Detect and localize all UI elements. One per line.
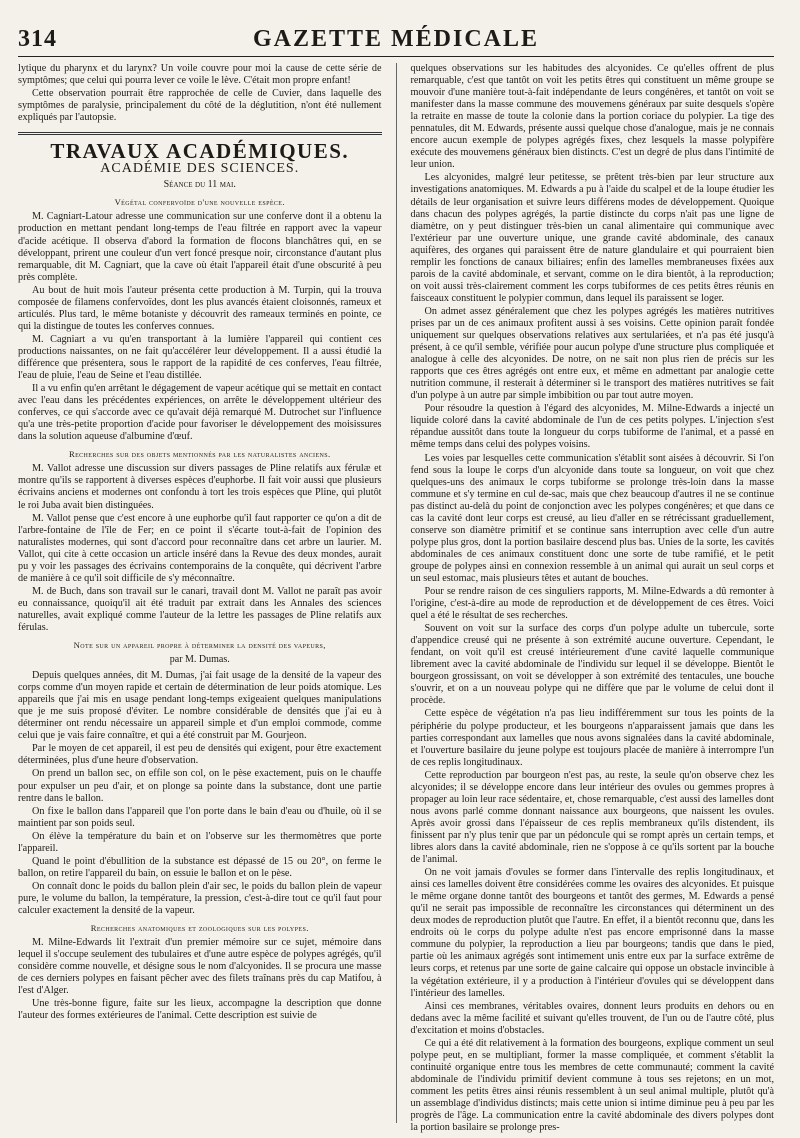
- paragraph: M. Milne-Edwards lit l'extrait d'un premier mémoire sur ce sujet, mémoire dans lequel il s'occupe seulement des tubulaires et d'une autre espèce de polypes agrégés, qu'il considère comme nouvelle, et désigne sous le nom d'alcyonides. Il se procura une masse de ces derniers polypes en faisant pêcher avec des filets traînans près du cap Matifou, à l'est d'Alger.: [18, 937, 382, 997]
- article-heading: Végétal confervoïde d'une nouvelle espèce.: [114, 197, 285, 208]
- paragraph: On connaît donc le poids du ballon plein d'air sec, le poids du ballon plein de vapeur pure, le volume du ballon, la température, la pression, c'est-à-dire tout ce qu'il faut pour calculer exactement la densité de la vapeur.: [18, 880, 382, 916]
- paragraph: lytique du pharynx et du larynx? Un voile couvre pour moi la cause de cette série de symptômes; que celui qui pourra lever ce voile le lève. C'était mon propre enfant!: [18, 63, 382, 87]
- paragraph: Quand le point d'ébullition de la substance est dépassé de 15 ou 20°, on ferme le ballon, on retire l'appareil du bain, on essuie le ballon et on le pèse.: [18, 855, 382, 879]
- paragraph: Cette espèce de végétation n'a pas lieu indifféremment sur tous les points de la périphérie du polype producteur, et les bourgeons n'apparaissent jamais que dans les parties correspondant aux lamelles que nous avons signalées dans la cavité abdominale, et l'ouverture basilaire du jeune polype est toujours placée de manière à interrompre l'un de ces replis longitudinaux.: [410, 708, 774, 768]
- paragraph: M. Vallot adresse une discussion sur divers passages de Pline relatifs aux férulæ et montre qu'ils se rapportent à diverses espèces d'euphorbe. Il fait voir aussi que plusieurs écrivains anciens et modernes ont confondu à tort les trois espèces que Pline, qui plutôt le roi Juba avait bien distinguées.: [18, 463, 382, 511]
- paragraph: Les alcyonides, malgré leur petitesse, se prêtent très-bien par leur structure aux investigations anatomiques. M. Edwards a pu à l'aide du scalpel et de la loupe étudier les détails de leur organisation et suivre leurs différens modes de développement. Quoique dans chacun des polypes agrégés, la partie distincte du corps n'ait pas une ligne de diamètre, on y peut distinguer très-bien un canal alimentaire qui communique avec l'extérieur par une ouverture unique, une grande cavité abdominale, des canaux aquifères, des organes qui paraissent être de nature glandulaire et qui pourraient bien remplir les fonctions de canaux biliaires; enfin des lamelles membraneuses fixées aux parois de la cavité abdominale, et servant, comme on le dira bientôt, à la reproduction; on voit aussi très-clairement comment les corps tubiformes de ces petits êtres réunis en faisceaux constituent le polypier commun, dans lequel ils paraissent se loger.: [410, 172, 774, 304]
- columns: [18, 63, 774, 1134]
- section-title: TRAVAUX ACADÉMIQUES.: [50, 139, 350, 164]
- page-number: 314: [18, 26, 57, 52]
- paragraph: Cette observation pourrait être rapprochée de celle de Cuvier, dans laquelle des symptômes de paralysie, principalement du côté de la déglutition, n'ont été nullement expliqués par l'autopsie.: [18, 88, 382, 124]
- article-author: par M. Dumas.: [169, 654, 230, 666]
- article-heading: Recherches sur des objets mentionnés par les naturalistes anciens.: [68, 449, 331, 460]
- paragraph: Ainsi ces membranes, véritables ovaires, donnent leurs produits en dehors ou en dedans avec la même facilité et suivant qu'elles trouvent, de l'un ou de l'autre côté, plus d'excitation et moins d'obstacles.: [410, 1000, 774, 1036]
- article-heading: Note sur un appareil propre à déterminer la densité des vapeurs,: [73, 640, 326, 651]
- paragraph: M. Cagniart-Latour adresse une communication sur une conferve dont il a obtenu la production en mettant pendant long-temps de l'eau filtrée en rapport avec la vapeur d'acide acétique. Il observa d'abord la formation de flocons blanchâtres qui, en se développant, prirent une couleur d'un vert foncé presque noir, circonstance d'autant plus remarquable, dit M. Cagniart, que la cave où était l'appareil était d'une obscurité à peu près complète.: [18, 211, 382, 283]
- paragraph: On prend un ballon sec, on effile son col, on le pèse exactement, puis on le chauffe pour expulser un peu d'air, et on plonge sa pointe dans la substance, dont une partie rentre dans le ballon.: [18, 768, 382, 804]
- column-rule: [396, 63, 397, 1123]
- paragraph: Les voies par lesquelles cette communication s'établit sont aisées à découvrir. Si l'on fend sous la loupe le corps d'un alcyonide dans toute sa longueur, on voit que chez quelques-uns des animaux le corps tubiforme se prolonge très-loin dans la masse commune et s'y termine en cul de-sac, mais que chez beaucoup d'autres il ne se continue pas distinct au-delà du point de conjonction avec les polypes congénères; et que dans ce cas la cavité dont leur corps est creusé, au lieu d'aller en se rétrécissant graduellement, conserve son diamètre primitif et se continue sans interruption avec celle d'un autre polype plus gros, dont la portion basilaire descend plus bas. Unies de la sorte, les cavités abdominales de ces animaux constituent donc une sorte de tube ramifié, et le petit groupe de polypes ainsi en connexion ressemble à un animal qui aurait un seul corps et un seul estomac, mais plusieurs têtes et autant de bouches.: [410, 452, 774, 584]
- paragraph: Depuis quelques années, dit M. Dumas, j'ai fait usage de la densité de la vapeur des corps comme d'un moyen rapide et certain de détermination de leur poids atomique. Les appareils que j'ai mis en usage pendant long-temps exigeaient quelques manipulations que je me suis proposé d'éviter. Le nombre considérable de densités que j'ai eu à déterminer ont rendu nécessaire un appareil simple et d'un emploi commode, comme celui que je vais faire connaître, et qui a été construit par M. Gourjeon.: [18, 670, 382, 742]
- right-column: [410, 63, 775, 1134]
- paragraph: M. Vallot pense que c'est encore à une euphorbe qu'il faut rapporter ce qu'on a dit de l'arbre-fontaine de l'île de Fer; en ce point il s'écarte tout-à-fait de l'opinion des naturalistes modernes, qui sont d'accord pour reconnaître dans cet arbre un laurier. M. Vallot, qui cite à cette occasion un article inséré dans la Revue des deux mondes, aurait pu y voir les passages des écrivains contemporains de la conquête, qui décrivent l'arbre de manière à ce qu'il soit difficile de s'y méconnaître.: [18, 512, 382, 584]
- academy-title: ACADÉMIE DES SCIENCES.: [100, 161, 300, 177]
- journal-title: GAZETTE MÉDICALE: [252, 26, 540, 52]
- article-heading: Recherches anatomiques et zoologiques sur les polypes.: [90, 923, 309, 934]
- paragraph: On admet assez généralement que chez les polypes agrégés les matières nutritives prises par un de ces animaux profitent aussi à ses voisins. Cette opinion paraît fondée uniquement sur quelques observations relatives aux sertulariées, et n'a pas été jusqu'à présent, à ce qu'il semble, vérifiée pour aucun polype d'une structure plus compliquée et analogue à celle des alcyonides. De notre, on ne sait non plus rien de précis sur les rapports que ces êtres agrégés ont entre eux, et même en admettant par analogie cette nutrition commune, il resterait à déterminer si le transport des matières nutritives se fait d'un polype à un autre par simple imbibition ou par tout autre moyen.: [410, 305, 774, 402]
- paragraph: Il a vu enfin qu'en arrêtant le dégagement de vapeur acétique qui se mettait en contact avec l'eau dans les précédentes expériences, on arrête le développement ultérieur des conferves, ce qui s'accorde avec ce qu'avait déjà remarqué M. Dutrochet sur l'influence qu'a une très-petite proportion d'acide pour favoriser le développement des moisissures dans la solution aqueuse d'albumine d'œuf.: [18, 383, 382, 443]
- paragraph: Pour se rendre raison de ces singuliers rapports, M. Milne-Edwards a dû remonter à l'origine, c'est-à-dire au mode de reproduction et de développement de ces êtres. Voici quel a été le résultat de ses recherches.: [410, 586, 774, 622]
- section-divider: [18, 132, 382, 135]
- paragraph: M. de Buch, dans son travail sur le canari, travail dont M. Vallot ne paraît pas avoir eu connaissance, quoiqu'il ait été traduit par extrait dans les Annales des sciences naturelles, avait expliqué comme l'auteur de la lettre les passages de Pline relatifs aux férulas.: [18, 585, 382, 633]
- paragraph: Au bout de huit mois l'auteur présenta cette production à M. Turpin, qui la trouva composée de filamens confervoïdes, dont les plus avancés étaient cloisonnés, rameux et articulés. Plus tard, le même botaniste y découvrit des rameaux terminés en pointe, ce qui la distingue de toutes les conferves connues.: [18, 284, 382, 332]
- paragraph: Pour résoudre la question à l'égard des alcyonides, M. Milne-Edwards a injecté un liquide coloré dans la cavité abdominale de l'un de ces petits polypes. L'injection s'est répandue aussitôt dans toute la longueur du corps tubiforme de l'animal, et a passé en même temps dans celui des polypes voisins.: [410, 403, 774, 451]
- paragraph: On fixe le ballon dans l'appareil que l'on porte dans le bain d'eau ou d'huile, où il se maintient par son poids seul.: [18, 805, 382, 829]
- paragraph: Souvent on voit sur la surface des corps d'un polype adulte un tubercule, sorte d'appendice creusé qui ne présente à son extrémité aucune ouverture. Cependant, le fendant, on voit qu'il est creusé intérieurement d'une cavité laquelle communique librement avec la cavité abdominale de l'individu sur lequel il se développe. Bientôt le bourgeon grossissant, on voit se développer à son extrémité des tentacules, une bouche s'ouvrir, et on a un nouveau polype qui ne diffère que par le volume de celui dont il procède.: [410, 623, 774, 707]
- paragraph: quelques observations sur les habitudes des alcyonides. Ce qu'elles offrent de plus remarquable, c'est que tantôt on voit les petits êtres qui constituent un même groupe se mouvoir d'une manière tout-à-fait indépendante de leurs congénères, et tantôt on voit se manifester dans la masse commune des mouvemens généraux par suite desquels s'opère la retraite en masse de toute la colonie dans la portion coriace du polypier. La tige des pennatules, dit M. Edwards, présente aussi quelque chose d'analogue, mais je ne connais encore aucun exemple de polypes agrégés fixes, chez lesquels la masse polypifère exécute des mouvemens généraux bien distincts. C'est un degré de plus dans l'intimité de leur union.: [410, 63, 774, 171]
- paragraph: Par le moyen de cet appareil, il est peu de densités qui exigent, pour être exactement déterminées, plus d'une heure d'observation.: [18, 743, 382, 767]
- paragraph: On ne voit jamais d'ovules se former dans l'intervalle des replis longitudinaux, et ainsi ces lamelles doivent être considérées comme les ovaires des alcyonides. Et puisque le même organe donne tantôt des bourgeons et tantôt des germes, M. Edwards a pensé qu'il ne serait pas impossible de reconnaître les circonstances qui déterminent un des deux modes de reproduction plutôt que l'autre. En effet, il a bientôt reconnu que, dans les endroits où le corps du polype adulte n'est pas encore emprisonné dans la masse commune du polypier, la reproduction a lieu par bourgeons; tandis que dans le pied, partie où les animaux agrégés sont intimement unis entre eux par la surface extrême de leurs corps, et retenus par une sorte de gaine calcaire qui oppose un obstacle invincible à la végétation extérieure, il y a production à l'intérieur d'ovules qui se développent dans l'intérieur des lamelles.: [410, 867, 774, 999]
- paragraph: M. Cagniart a vu qu'en transportant à la lumière l'appareil qui contient ces productions naissantes, on ne fait qu'accélérer leur développement. Il a aussi étudié la différence que présentera, sous le rapport de la rapidité de ces conferves, l'eau filtrée, l'eau de pluie, l'eau de Seine et l'eau distillée.: [18, 333, 382, 382]
- paragraph: Cette reproduction par bourgeon n'est pas, au reste, la seule qu'on observe chez les alcyonides; il se développe encore dans leur intérieur des ovules ou gemmes propres à propager au loin leur race sédentaire, et, chose remarquable, c'est aussi des lamelles dont nous avons parlé comme donnant naissance aux bourgeons, que naissent les ovules. Après avoir grossi dans l'épaisseur de ces replis membraneux qu'ils distendent, ils finissent par n'y plus tenir que par un pédoncule qui se rompt après un certain temps, et libres alors dans la cavité abdominale, rien ne s'oppose à ce qu'ils sortent par la bouche de l'animal.: [410, 769, 774, 866]
- paragraph: Ce qui a été dit relativement à la formation des bourgeons, explique comment un seul polype peut, en se multipliant, former la masse compliquée, et comment s'établit la continuité organique entre tous les membres de cette communauté; comment la cavité abdominale de l'individu primitif devient commune à tous ses rejetons; en un mot, comment les petits êtres ainsi réunis ressemblent à un seul animal multiple, plutôt qu'à un assemblage d'individus distincts; mais cette union si intime diminue peu à peu par les progrès de l'âge. La communication entre la cavité abdominale des divers polypes dont la portion basilaire se prolonge pres-: [410, 1037, 774, 1134]
- paragraph: Une très-bonne figure, faite sur les lieux, accompagne la description que donne l'auteur des formes extérieures de l'animal. Cette description est suivie de: [18, 998, 382, 1022]
- paragraph: On élève la température du bain et on l'observe sur les thermomètres que porte l'appareil.: [18, 830, 382, 854]
- page-header: [18, 22, 774, 57]
- session-date: Séance du 11 mai.: [163, 179, 236, 191]
- left-column: [18, 63, 382, 1123]
